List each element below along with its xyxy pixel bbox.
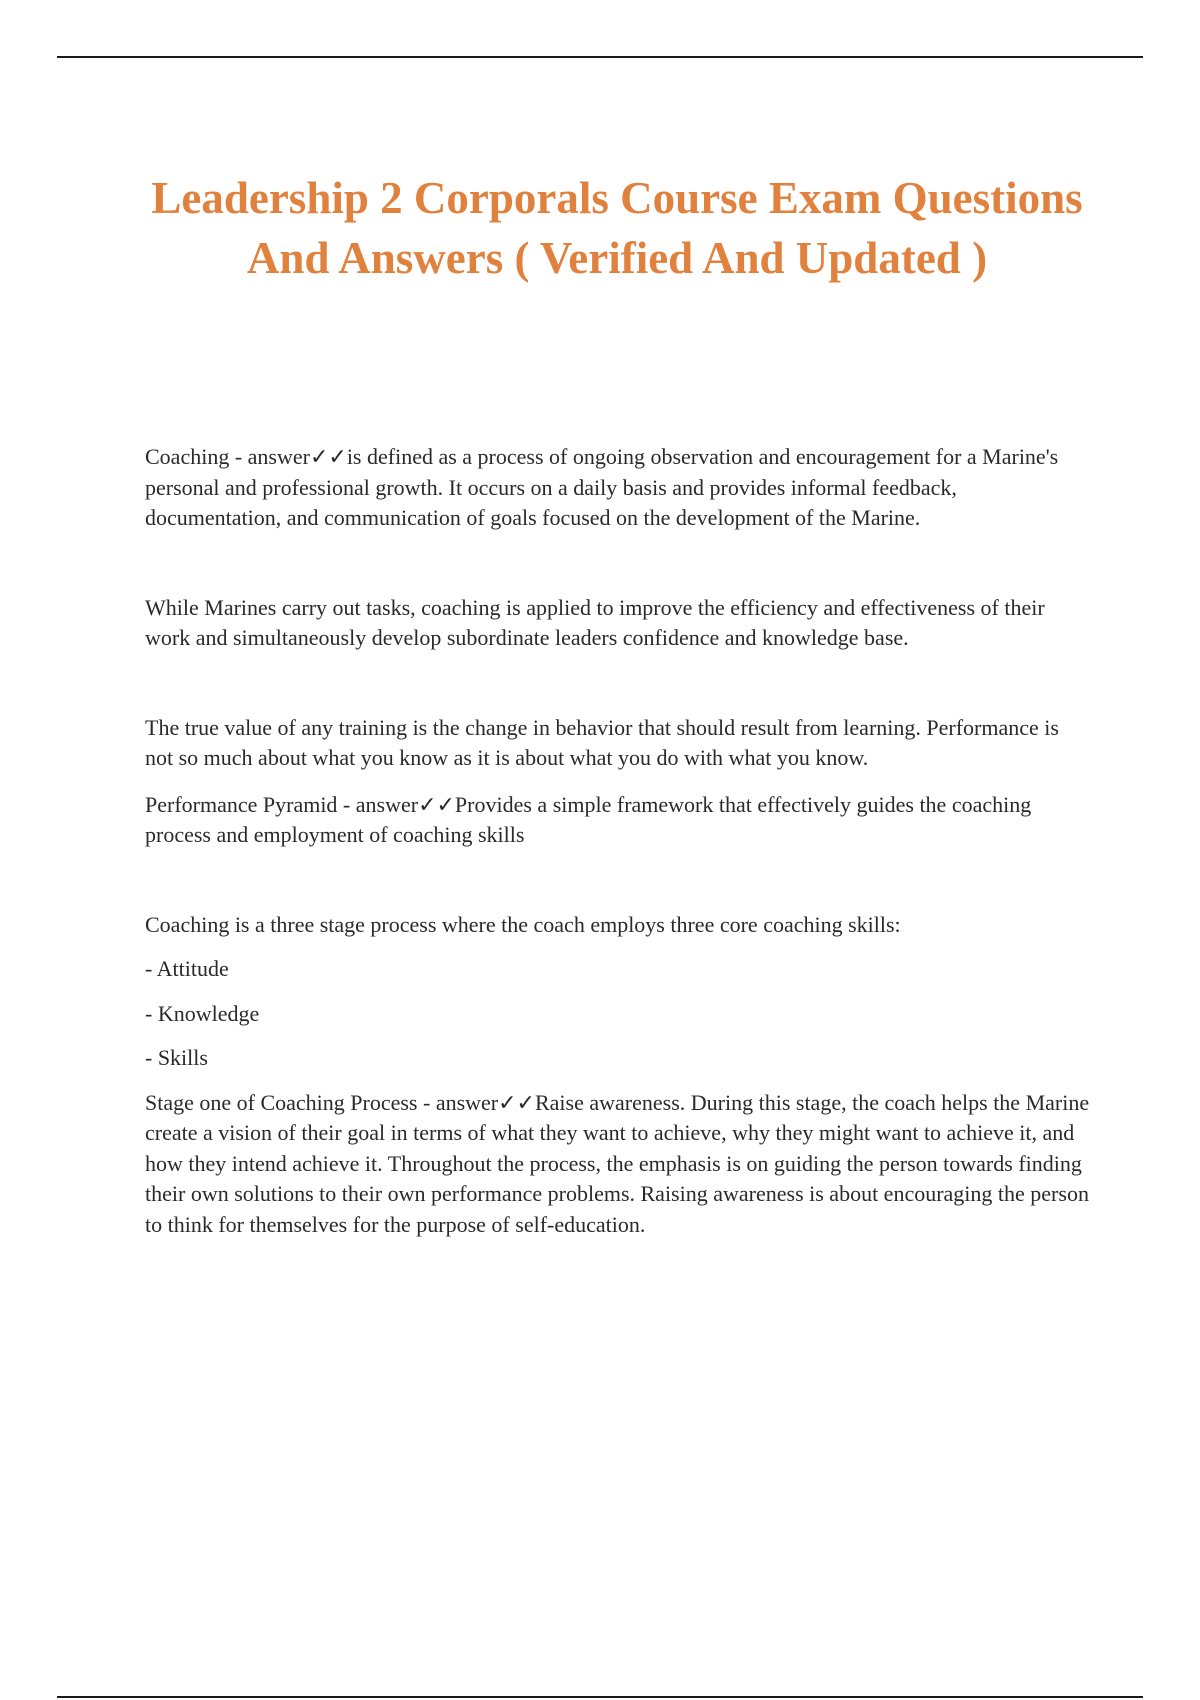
document-title: Leadership 2 Corporals Course Exam Questions And Answers ( Verified And Updated ) [151, 173, 1083, 283]
list-item-knowledge: - Knowledge [145, 1000, 260, 1026]
paragraph-coaching-application: While Marines carry out tasks, coaching is applied to improve the efficiency and effectiveness of their work and simultaneously develop subordinate leaders confidence and knowledge base. [145, 594, 1045, 650]
top-rule [57, 56, 1143, 58]
document-body [145, 442, 1091, 1240]
paragraph-stage-one: Stage one of Coaching Process - answer✓✓Raise awareness. During this stage, the coach helps the Marine create a vision of their goal in terms of what they want to achieve, why they might want to achieve it, and how they intend achieve it. Throughout the process, the emphasis is on guiding the person towards finding their own solutions to their own performance problems. Raising awareness is about encouraging the person to think for themselves for the purpose of self-education. [145, 1089, 1090, 1237]
paragraph-training-value: The true value of any training is the change in behavior that should result from learning. Performance is not so much about what you know as it is about what you do with what you know. [145, 714, 1059, 770]
paragraph-performance-pyramid: Performance Pyramid - answer✓✓Provides a simple framework that effectively guides the coaching process and employment of coaching skills [145, 791, 1032, 847]
bottom-rule [57, 1696, 1143, 1698]
paragraph-coaching-definition: Coaching - answer✓✓is defined as a process of ongoing observation and encouragement for a Marine's personal and professional growth. It occurs on a daily basis and provides informal feedback, documentation, and communication of goals focused on the development of the Marine. [145, 444, 1059, 530]
list-item-skills: - Skills [145, 1045, 208, 1070]
paragraph-coaching-skills-intro: Coaching is a three stage process where the coach employs three core coaching skills: [145, 911, 901, 937]
list-item-attitude: - Attitude [145, 956, 229, 981]
